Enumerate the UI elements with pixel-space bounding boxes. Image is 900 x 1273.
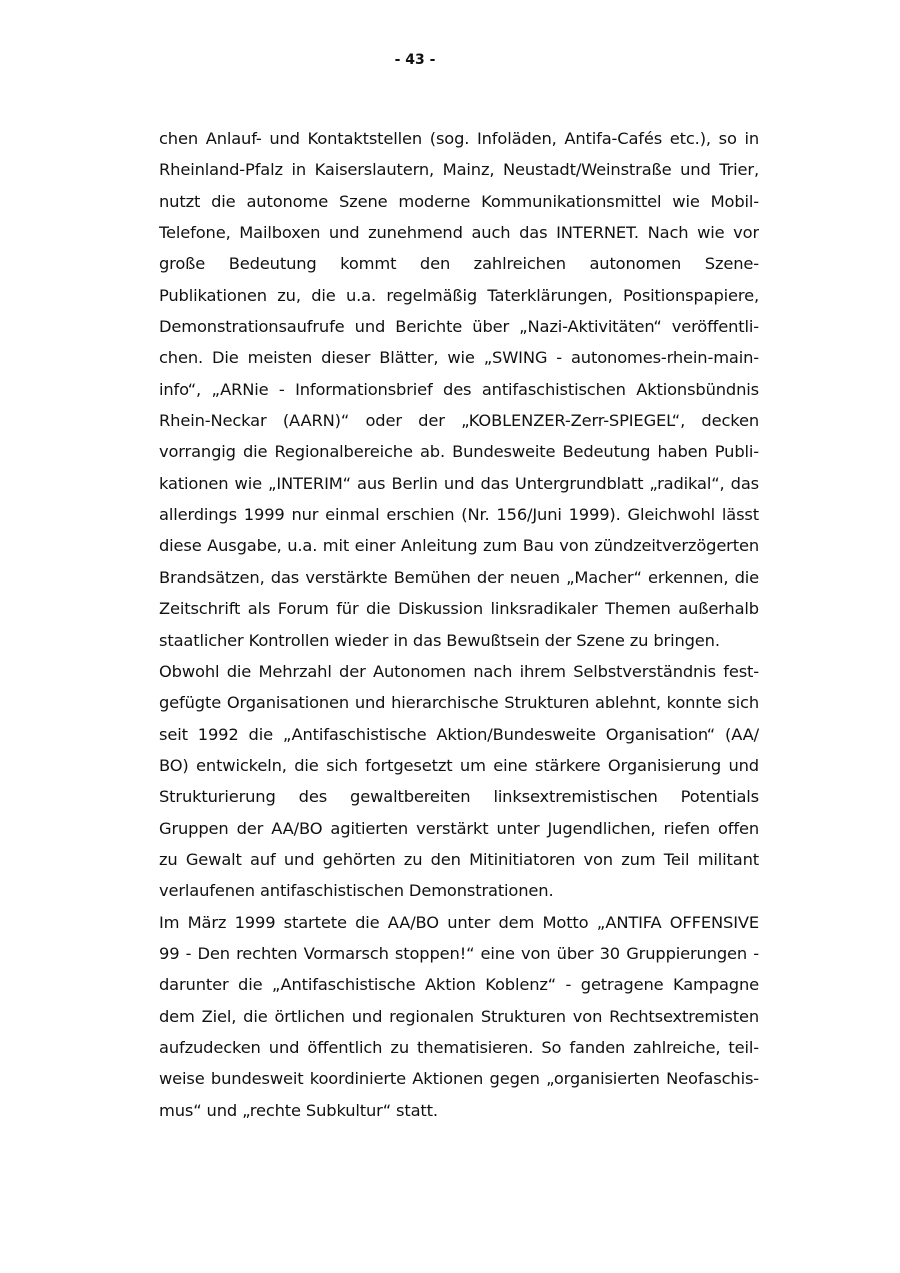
text-line: zu Gewalt auf und gehörten zu den Mitinitiatoren von zum Teil militant (159, 849, 759, 869)
text-line: mus“ und „rechte Subkultur“ statt. (159, 1100, 438, 1120)
text-line: Telefone, Mailboxen und zunehmend auch das INTERNET. Nach wie vor (159, 223, 759, 243)
text-line: Publikationen zu, die u.a. regelmäßig Taterklärungen, Positionspapiere, (159, 285, 759, 305)
text-line: weise bundesweit koordinierte Aktionen gegen „organisierten Neofaschis- (159, 1069, 759, 1089)
text-line: Rheinland-Pfalz in Kaiserslautern, Mainz, Neustadt/Weinstraße und Trier, (159, 160, 759, 180)
text-line: Demonstrationsaufrufe und Berichte über „Nazi-Aktivitäten“ veröffentli- (159, 317, 759, 337)
text-line: kationen wie „INTERIM“ aus Berlin und das Untergrundblatt „radikal“, das (159, 473, 759, 493)
text-line: staatlicher Kontrollen wieder in das Bewußtsein der Szene zu bringen. (159, 630, 720, 650)
text-line: Im März 1999 startete die AA/BO unter dem Motto „ANTIFA OFFENSIVE (159, 912, 759, 932)
text-line: Strukturierung des gewaltbereiten linksextremistischen Potentials (159, 787, 759, 807)
text-line: allerdings 1999 nur einmal erschien (Nr. 156/Juni 1999). Gleichwohl lässt (159, 505, 759, 525)
text-line: darunter die „Antifaschistische Aktion Koblenz“ - getragene Kampagne (159, 975, 759, 995)
text-line: aufzudecken und öffentlich zu thematisieren. So fanden zahlreiche, teil- (159, 1037, 759, 1057)
text-line: gefügte Organisationen und hierarchische Strukturen ablehnt, konnte sich (159, 693, 759, 713)
text-line: chen Anlauf- und Kontaktstellen (sog. Infoläden, Antifa-Cafés etc.), so in (159, 129, 759, 148)
page-number: - 43 - (394, 52, 436, 68)
text-line: Brandsätzen, das verstärkte Bemühen der neuen „Macher“ erkennen, die (159, 567, 759, 587)
text-line: chen. Die meisten dieser Blätter, wie „SWING - autonomes-rhein-main- (159, 348, 759, 368)
text-line: Zeitschrift als Forum für die Diskussion linksradikaler Themen außerhalb (159, 599, 759, 619)
text-line: Rhein-Neckar (AARN)“ oder der „KOBLENZER-Zerr-SPIEGEL“, decken (159, 411, 759, 431)
text-line: 99 - Den rechten Vormarsch stoppen!“ eine von über 30 Gruppierungen - (159, 943, 759, 963)
text-line: Gruppen der AA/BO agitierten verstärkt unter Jugendlichen, riefen offen (159, 818, 759, 838)
text-line: info“, „ARNie - Informationsbrief des antifaschistischen Aktionsbündnis (159, 379, 759, 399)
text-line: diese Ausgabe, u.a. mit einer Anleitung zum Bau von zündzeitverzögerten (159, 536, 759, 556)
text-line: dem Ziel, die örtlichen und regionalen Strukturen von Rechtsextremisten (159, 1006, 759, 1026)
text-line: vorrangig die Regionalbereiche ab. Bundesweite Bedeutung haben Publi- (159, 442, 759, 462)
text-line: BO) entwickeln, die sich fortgesetzt um eine stärkere Organisierung und (159, 755, 759, 775)
body-text (159, 123, 759, 1126)
text-line: verlaufenen antifaschistischen Demonstrationen. (159, 881, 554, 901)
text-line: nutzt die autonome Szene moderne Kommunikationsmittel wie Mobil- (159, 191, 759, 211)
text-line: Obwohl die Mehrzahl der Autonomen nach ihrem Selbstverständnis fest- (159, 661, 759, 681)
text-line: große Bedeutung kommt den zahlreichen autonomen Szene- (159, 254, 759, 274)
text-line: seit 1992 die „Antifaschistische Aktion/Bundesweite Organisation“ (AA/ (159, 724, 759, 744)
